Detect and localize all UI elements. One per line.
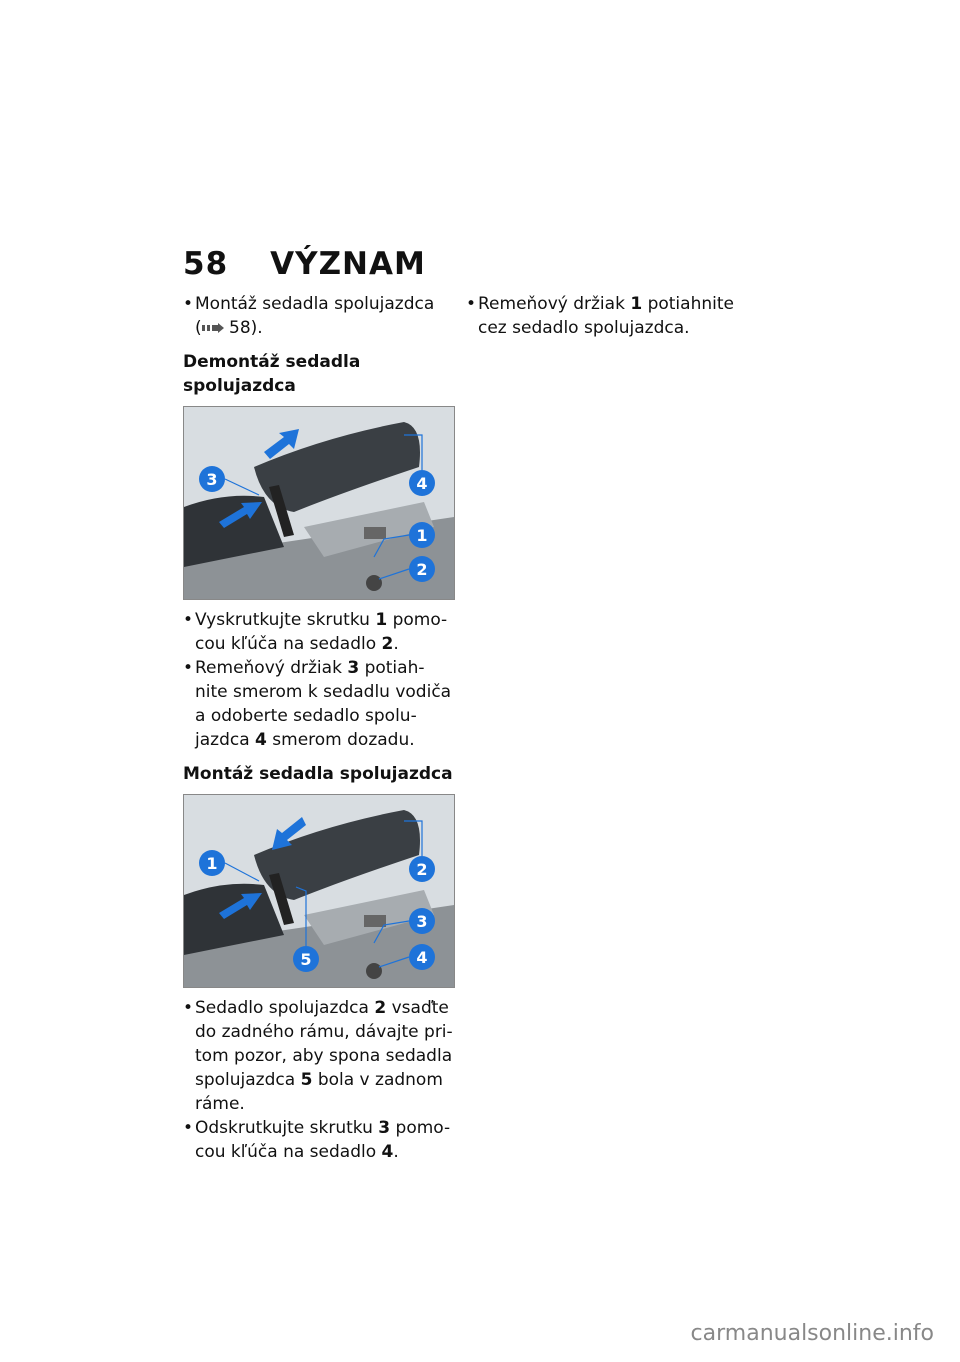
svg-text:2: 2 xyxy=(416,560,428,579)
callout-1 xyxy=(199,850,225,876)
svg-text:3: 3 xyxy=(206,470,218,489)
watermark: carmanualsonline.info xyxy=(690,1321,934,1346)
callout-2 xyxy=(409,856,435,882)
seat-removal-illustration xyxy=(184,407,454,599)
page-number: 58 xyxy=(183,246,229,282)
seat-installation-illustration xyxy=(184,795,454,987)
callout-1 xyxy=(409,522,435,548)
right-step: • Remeňový držiak 1 potiahnite cez sedadlo spolujazdca. xyxy=(466,292,738,340)
page-reference-arrow-icon xyxy=(202,323,224,333)
page-header xyxy=(183,246,426,282)
callout-3 xyxy=(409,908,435,934)
figure-seat-installation xyxy=(183,794,455,988)
svg-text:3: 3 xyxy=(416,912,428,931)
intro-bullet: • Montáž sedadla spolujazdca ( 58). xyxy=(183,292,455,340)
removal-step-1: • Vyskrutkujte skrutku 1 pomo-cou kľúča na sedadlo 2. xyxy=(183,608,455,656)
figure-seat-removal xyxy=(183,406,455,600)
right-column xyxy=(466,292,738,340)
installation-step-1: • Sedadlo spolujazdca 2 vsaďte do zadného rámu, dávajte pri-tom pozor, aby spona sedadla spolujazdca 5 bola v zadnom ráme. xyxy=(183,996,455,1116)
svg-text:2: 2 xyxy=(416,860,428,879)
section-title-removal: Demontáž sedadla spolujazdca xyxy=(183,352,361,396)
callout-4 xyxy=(409,944,435,970)
callout-2 xyxy=(409,556,435,582)
installation-step-2: • Odskrutkujte skrutku 3 pomo-cou kľúča na sedadlo 4. xyxy=(183,1116,455,1164)
section-title-installation: Montáž sedadla spolujazdca xyxy=(183,764,453,784)
chapter-title: VÝZNAM xyxy=(270,246,426,282)
svg-text:4: 4 xyxy=(416,948,428,967)
left-column xyxy=(183,292,455,1164)
page-reference: 58). xyxy=(229,318,263,338)
callout-4 xyxy=(409,470,435,496)
callout-3 xyxy=(199,466,225,492)
svg-text:1: 1 xyxy=(206,854,218,873)
removal-step-2: • Remeňový držiak 3 potiah-nite smerom k sedadlu vodiča a odoberte sedadlo spolu-jazdca 4 smerom dozadu. xyxy=(183,656,455,752)
svg-text:5: 5 xyxy=(300,950,312,969)
svg-text:1: 1 xyxy=(416,526,428,545)
callout-5 xyxy=(293,946,319,972)
svg-text:4: 4 xyxy=(416,474,428,493)
